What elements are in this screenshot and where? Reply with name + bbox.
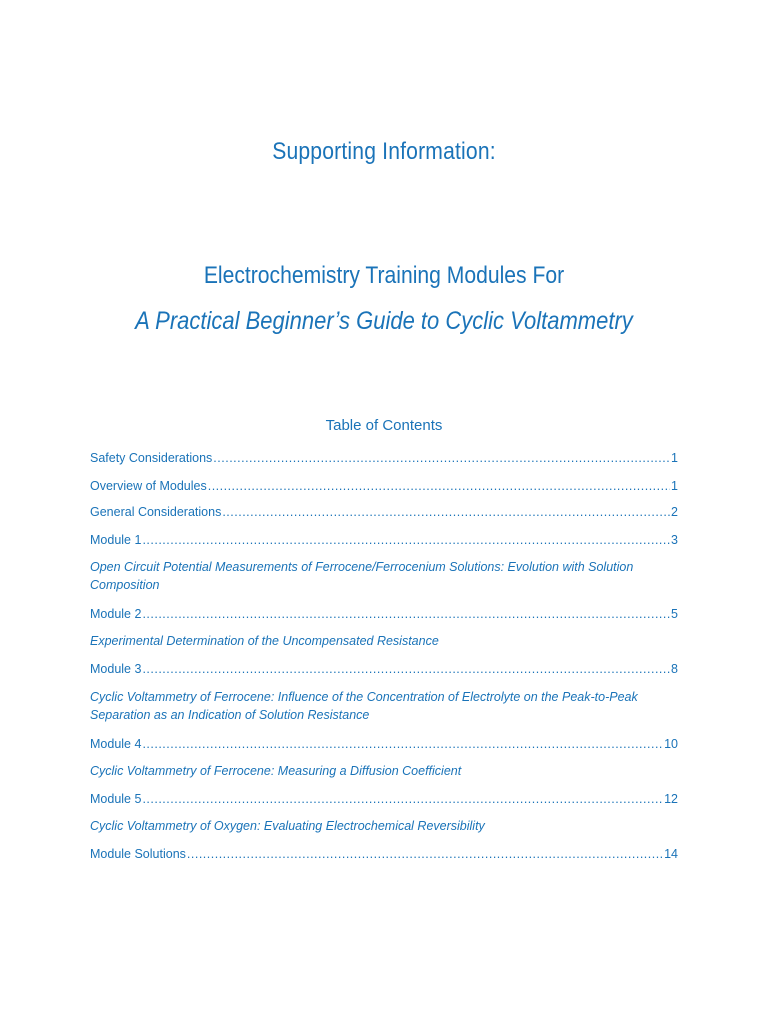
toc-page-number: 5	[671, 607, 678, 621]
toc-entry-label: Module Solutions	[90, 847, 186, 861]
toc-leader-dots	[208, 477, 670, 495]
toc-leader-dots	[187, 845, 663, 863]
toc-entry-module4[interactable]	[90, 735, 678, 753]
toc-entry-module5[interactable]	[90, 790, 678, 808]
toc-module1-description: Open Circuit Potential Measurements of Ferrocene/Ferrocenium Solutions: Evolution with Solution Composition	[90, 560, 634, 592]
document-subtitle-italic: A Practical Beginner’s Guide to Cyclic Voltammetry	[135, 307, 633, 335]
toc-leader-dots	[222, 503, 670, 521]
toc-module3-description: Cyclic Voltammetry of Ferrocene: Influence of the Concentration of Electrolyte on the Peak-to-Peak Separation as an Indication of Solution Resistance	[90, 690, 638, 722]
toc-entry-general[interactable]	[90, 503, 678, 521]
toc-entry-solutions[interactable]	[90, 845, 678, 863]
toc-entry-label: Module 3	[90, 662, 142, 676]
toc-leader-dots	[142, 735, 663, 753]
toc-entry-label: Safety Considerations	[90, 451, 213, 465]
toc-page-number: 12	[664, 792, 678, 806]
toc-page-number: 8	[671, 662, 678, 676]
toc-page-number: 1	[671, 479, 678, 493]
toc-page-number: 14	[664, 847, 678, 861]
toc-page-number: 2	[671, 505, 678, 519]
toc-entry-label: Module 5	[90, 792, 142, 806]
toc-module2-description: Experimental Determination of the Uncompensated Resistance	[90, 634, 439, 648]
toc-entry-label: General Considerations	[90, 505, 222, 519]
toc-heading: Table of Contents	[325, 417, 443, 434]
toc-leader-dots	[142, 790, 663, 808]
toc-page-number: 1	[671, 451, 678, 465]
toc-leader-dots	[142, 660, 670, 678]
toc-entry-module1[interactable]	[90, 531, 678, 549]
toc-entry-module3[interactable]	[90, 660, 678, 678]
toc-entry-label: Module 2	[90, 607, 142, 621]
toc-entry-label: Overview of Modules	[90, 479, 207, 493]
toc-leader-dots	[213, 449, 670, 467]
document-subtitle: Electrochemistry Training Modules For	[203, 262, 565, 289]
toc-module5-description: Cyclic Voltammetry of Oxygen: Evaluating Electrochemical Reversibility	[90, 819, 485, 833]
toc-entry-label: Module 4	[90, 737, 142, 751]
toc-page-number: 10	[664, 737, 678, 751]
toc-entry-module2[interactable]	[90, 605, 678, 623]
toc-leader-dots	[142, 531, 670, 549]
toc-page-number: 3	[671, 533, 678, 547]
toc-entry-overview[interactable]	[90, 477, 678, 495]
toc-leader-dots	[142, 605, 670, 623]
toc-entry-label: Module 1	[90, 533, 142, 547]
toc-module4-description: Cyclic Voltammetry of Ferrocene: Measuring a Diffusion Coefficient	[90, 764, 462, 778]
toc-entry-safety[interactable]	[90, 449, 678, 467]
page-title: Supporting Information:	[272, 138, 496, 165]
